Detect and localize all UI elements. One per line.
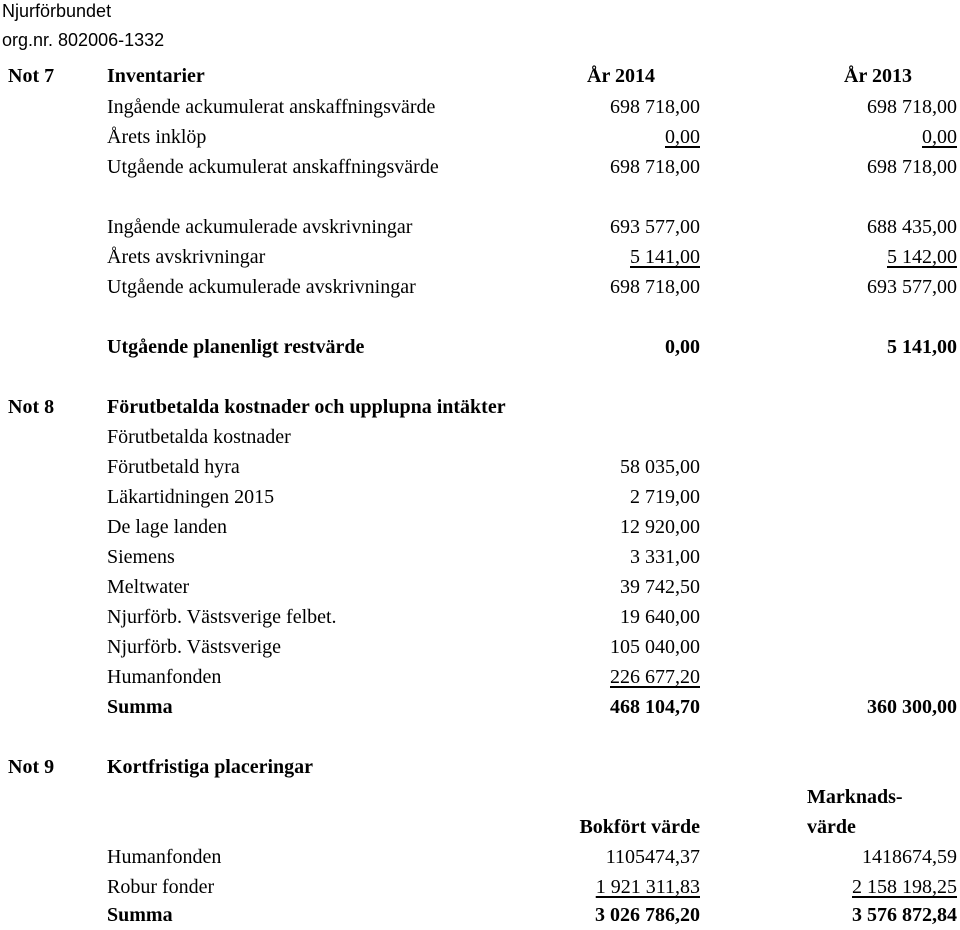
note9-label: Not 9 (8, 756, 55, 778)
note9-row (0, 842, 960, 872)
organization-number: org.nr. 802006-1332 (2, 30, 165, 50)
note8-title: Förutbetalda kostnader och upplupna intäkter (107, 396, 506, 418)
market-value: 1418674,59 (862, 846, 957, 868)
note7-col2-header: År 2013 (844, 65, 912, 87)
value-2013: 5 142,00 (887, 246, 957, 268)
note8-row (0, 512, 960, 542)
note8-subtitle-row (0, 422, 960, 452)
row-label: Njurförb. Västsverige felbet. (107, 606, 337, 628)
note7-total-row (0, 332, 960, 362)
row-label: Humanfonden (107, 846, 222, 868)
total-label: Summa (107, 696, 173, 718)
total-label: Utgående planenligt restvärde (107, 336, 365, 358)
row-label: Siemens (107, 546, 175, 568)
note7-col1-header: År 2014 (587, 65, 655, 87)
row-label: Robur fonder (107, 876, 215, 898)
note8-subtitle: Förutbetalda kostnader (107, 426, 291, 448)
value-amount: 105 040,00 (610, 636, 700, 658)
value-amount: 39 742,50 (620, 576, 700, 598)
note9-total-row (0, 900, 960, 930)
note9-col-header-row1 (0, 782, 960, 812)
row-label: Ingående ackumulerat anskaffningsvärde (107, 96, 436, 118)
note8-row (0, 632, 960, 662)
note7-row (0, 152, 960, 182)
total-label: Summa (107, 904, 173, 926)
value-2014: 698 718,00 (610, 96, 700, 118)
value-2014: 698 718,00 (610, 156, 700, 178)
organization-name: Njurförbundet (2, 1, 112, 21)
book-value: 1 921 311,83 (595, 876, 700, 898)
note7-label: Not 7 (8, 65, 55, 87)
row-label: Meltwater (107, 576, 190, 598)
total-value-2014: 0,00 (665, 336, 700, 358)
note9-row (0, 872, 960, 902)
row-label: Humanfonden (107, 666, 222, 688)
note9-col-header-row2 (0, 812, 960, 842)
row-label: Utgående ackumulerade avskrivningar (107, 276, 416, 298)
value-amount: 3 331,00 (630, 546, 700, 568)
row-label: Njurförb. Västsverige (107, 636, 282, 658)
value-amount: 58 035,00 (620, 456, 700, 478)
row-label: Årets avskrivningar (107, 246, 266, 268)
note7-row (0, 242, 960, 272)
note8-total-row (0, 692, 960, 722)
note9-col2-header-line2: värde (807, 816, 856, 838)
value-2014: 5 141,00 (630, 246, 700, 268)
note7-title: Inventarier (107, 65, 205, 87)
value-2013: 693 577,00 (867, 276, 957, 298)
note8-row (0, 602, 960, 632)
total-value-2013: 360 300,00 (867, 696, 957, 718)
note7-row (0, 212, 960, 242)
value-amount: 12 920,00 (620, 516, 700, 538)
value-2014: 693 577,00 (610, 216, 700, 238)
note8-row (0, 662, 960, 692)
value-2014: 698 718,00 (610, 276, 700, 298)
value-2013: 688 435,00 (867, 216, 957, 238)
note8-row (0, 572, 960, 602)
note8-row (0, 542, 960, 572)
total-value-2014: 468 104,70 (610, 696, 700, 718)
value-2014: 0,00 (665, 126, 700, 148)
note8-row (0, 482, 960, 512)
row-label: Läkartidningen 2015 (107, 486, 275, 508)
total-market-value: 3 576 872,84 (852, 904, 957, 926)
row-label: De lage landen (107, 516, 227, 538)
note9-header-row (0, 752, 960, 782)
row-label: Utgående ackumulerat anskaffningsvärde (107, 156, 439, 178)
total-value-2013: 5 141,00 (887, 336, 957, 358)
value-amount: 226 677,20 (610, 666, 700, 688)
note7-row (0, 92, 960, 122)
note8-row (0, 452, 960, 482)
value-2013: 698 718,00 (867, 96, 957, 118)
note7-row (0, 122, 960, 152)
market-value: 2 158 198,25 (852, 876, 957, 898)
value-amount: 2 719,00 (630, 486, 700, 508)
note9-col1-header: Bokfört värde (579, 816, 700, 838)
value-2013: 0,00 (922, 126, 957, 148)
note8-header-row (0, 392, 960, 422)
row-label: Ingående ackumulerade avskrivningar (107, 216, 413, 238)
note8-label: Not 8 (8, 396, 55, 418)
row-label: Årets inklöp (107, 126, 207, 148)
value-2013: 698 718,00 (867, 156, 957, 178)
total-book-value: 3 026 786,20 (595, 904, 700, 926)
note9-title: Kortfristiga placeringar (107, 756, 314, 778)
value-amount: 19 640,00 (620, 606, 700, 628)
book-value: 1105474,37 (605, 846, 700, 868)
row-label: Förutbetald hyra (107, 456, 240, 478)
note7-header-row (0, 61, 960, 91)
note9-col2-header-line1: Marknads- (807, 786, 903, 808)
note7-row (0, 272, 960, 302)
